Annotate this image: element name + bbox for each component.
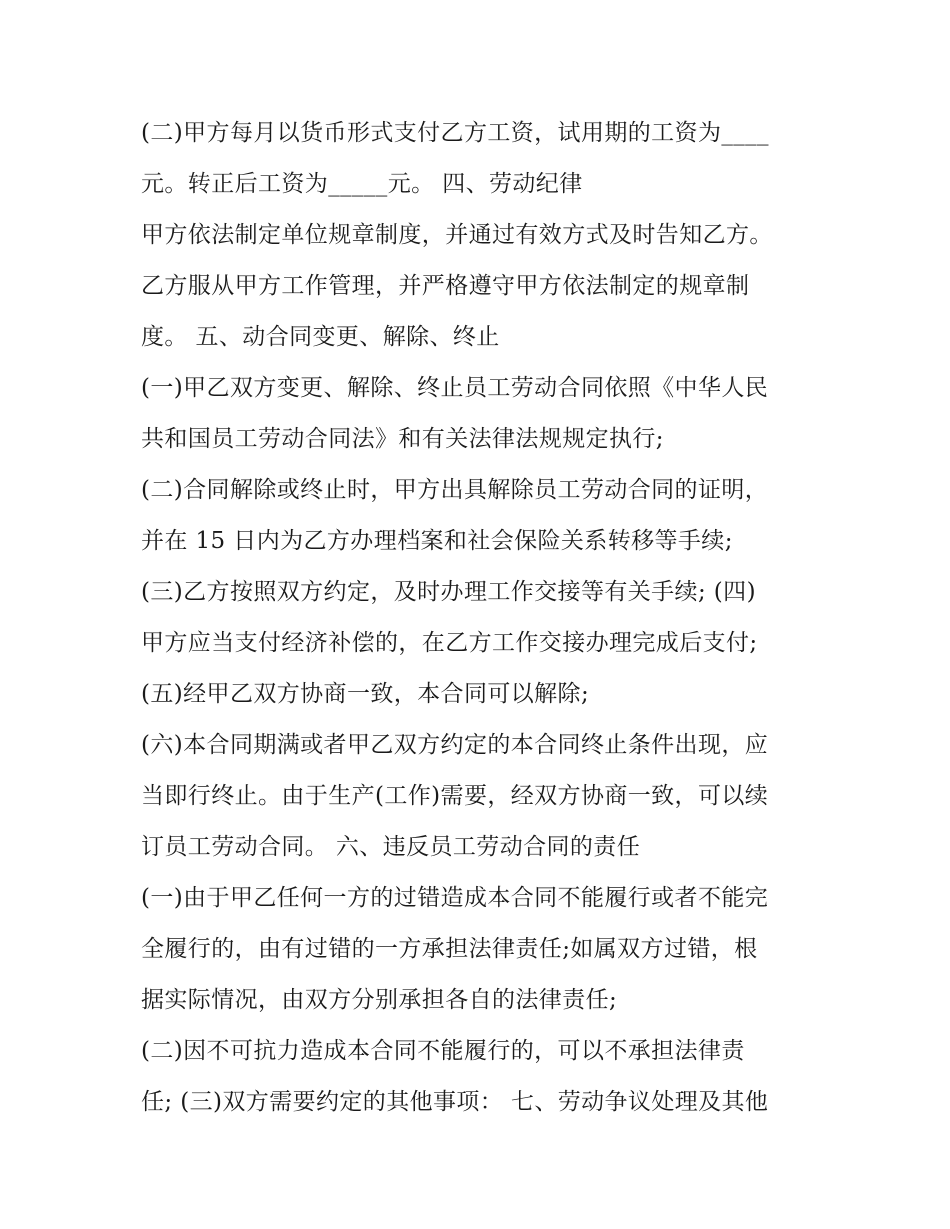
text-line: 乙方服从甲方工作管理，并严格遵守甲方依法制定的规章制 xyxy=(141,273,750,299)
text-line: (五)经甲乙双方协商一致，本合同可以解除; xyxy=(141,681,590,707)
text-line: 订员工劳动合同。 六、违反员工劳动合同的责任 xyxy=(141,834,641,860)
text-line: 甲方应当支付经济补偿的，在乙方工作交接办理完成后支付; xyxy=(141,630,758,656)
text-line: (一)甲乙双方变更、解除、终止员工劳动合同依照《中华人民 xyxy=(141,375,769,401)
text-line: 甲方依法制定单位规章制度，并通过有效方式及时告知乙方。 xyxy=(141,222,773,248)
text-line: 当即行终止。由于生产(工作)需要，经双方协商一致，可以续 xyxy=(141,783,769,809)
text-line: (二)甲方每月以货币形式支付乙方工资，试用期的工资为____ xyxy=(141,120,769,146)
document-body xyxy=(141,108,821,1128)
text-line: 据实际情况，由双方分别承担各自的法律责任; xyxy=(141,987,618,1013)
text-line: 全履行的，由有过错的一方承担法律责任;如属双方过错，根 xyxy=(141,936,758,962)
text-line: (六)本合同期满或者甲乙双方约定的本合同终止条件出现，应 xyxy=(141,732,769,758)
text-line: 共和国员工劳动合同法》和有关法律法规规定执行; xyxy=(141,426,664,452)
text-line: (一)由于甲乙任何一方的过错造成本合同不能履行或者不能完 xyxy=(141,885,769,911)
text-line: 元。转正后工资为_____元。 四、劳动纪律 xyxy=(141,171,583,197)
text-line: 任; (三)双方需要约定的其他事项： 七、劳动争议处理及其他 xyxy=(141,1089,769,1115)
text-line: (二)因不可抗力造成本合同不能履行的，可以不承担法律责 xyxy=(141,1038,745,1064)
text-line: 度。 五、动合同变更、解除、终止 xyxy=(141,324,500,350)
text-line: (三)乙方按照双方约定，及时办理工作交接等有关手续; (四) xyxy=(141,579,756,605)
text-line: (二)合同解除或终止时，甲方出具解除员工劳动合同的证明， xyxy=(141,477,769,503)
text-line: 并在 15 日内为乙方办理档案和社会保险关系转移等手续; xyxy=(141,528,733,554)
